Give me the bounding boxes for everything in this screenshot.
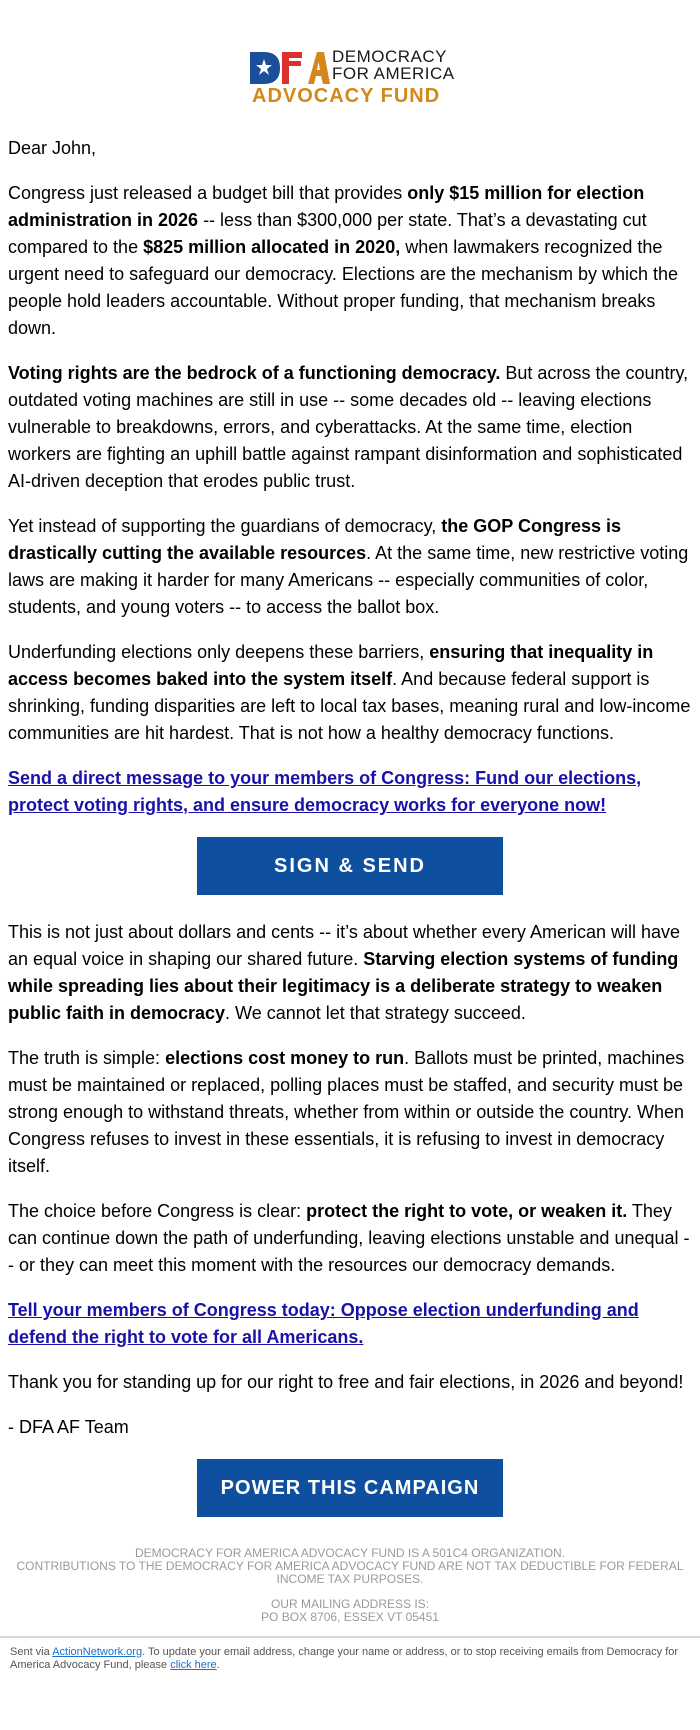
text: when lawmakers recognized the urgent need to safeguard our democracy. Elections are the mechanism by which the people hold leaders accountable. Without proper funding, that mechanism breaks down.: [8, 237, 679, 338]
greeting: Dear John,: [8, 138, 97, 158]
bold-text: only $15 million for election administration in 2026: [8, 183, 645, 230]
thank-you-paragraph: Thank you for standing up for our right to free and fair elections, in 2026 and beyond!: [8, 1372, 684, 1392]
power-campaign-wrap: [8, 1459, 692, 1517]
text: But across the country, outdated voting machines are still in use -- some decades old -- leaving elections vulnerable to breakdowns, errors, and cyberattacks. At the same time, election workers are fighting an uphill battle against rampant disinformation and sophisticated AI-driven deception that erodes public trust.: [8, 363, 689, 491]
text: The truth is simple:: [8, 1048, 166, 1068]
paragraph-5: [8, 919, 692, 1027]
bold-text: elections cost money to run: [165, 1048, 405, 1068]
text: This is not just about dollars and cents -- it’s about whether every American will have an equal voice in shaping our shared future.: [8, 922, 680, 969]
header: [0, 0, 700, 120]
paragraph-7: [8, 1198, 692, 1279]
text: The choice before Congress is clear:: [8, 1201, 307, 1221]
sent-via-footer: [0, 1636, 700, 1682]
logo-line-1: DEMOCRACY: [332, 47, 448, 66]
bold-text: $825 million allocated in 2020,: [143, 237, 401, 257]
footer-line-2: CONTRIBUTIONS TO THE DEMOCRACY FOR AMERICA ADVOCACY FUND ARE NOT TAX DEDUCTIBLE FOR FEDERAL INCOME TAX PURPOSES.: [16, 1559, 684, 1586]
email-body: [0, 135, 700, 1517]
text: . To update your email address, change your name or address, or to stop receiving emails from Democracy for America Advocacy Fund, please: [10, 1646, 679, 1671]
logo-line-2: FOR AMERICA: [332, 64, 455, 83]
footer-org-info: [0, 1547, 700, 1586]
bold-text: Starving election systems of funding while spreading lies about their legitimacy is a deliberate strategy to weaken public faith in democracy: [8, 949, 679, 1023]
footer: [0, 1547, 700, 1624]
text: . Ballots must be printed, machines must be maintained or replaced, polling places must be staffed, and security must be strong enough to withstand threats, whether from within or outside the country. When Congress refuses to invest in these essentials, it is refusing to invest in democracy itself.: [8, 1048, 685, 1176]
footer-address: [0, 1598, 700, 1624]
paragraph-2: [8, 360, 692, 495]
bold-text: protect the right to vote, or weaken it.: [306, 1201, 628, 1221]
bold-text: ensuring that inequality in access becomes baked into the system itself: [8, 642, 654, 689]
send-message-link[interactable]: Send a direct message to your members of Congress: Fund our elections, protect voting rights, and ensure democracy works for everyone now!: [8, 768, 642, 815]
text: Yet instead of supporting the guardians of democracy,: [8, 516, 442, 536]
signoff: - DFA AF Team: [8, 1417, 129, 1437]
cta-link-paragraph-1: [8, 765, 692, 819]
text: . We cannot let that strategy succeed.: [225, 1003, 526, 1023]
power-this-campaign-button[interactable]: POWER THIS CAMPAIGN: [197, 1459, 503, 1517]
text: Congress just released a budget bill that provides: [8, 183, 408, 203]
text: -- less than $300,000 per state. That’s a devastating cut compared to the: [8, 210, 647, 257]
address-value: PO BOX 8706, ESSEX VT 05451: [261, 1610, 439, 1624]
dfa-logo: [250, 47, 455, 107]
paragraph-3: [8, 513, 692, 621]
bold-text: Voting rights are the bedrock of a functioning democracy.: [8, 363, 501, 383]
text: Sent via: [10, 1646, 53, 1658]
cta-link-paragraph-2: [8, 1297, 692, 1351]
click-here-link[interactable]: click here: [170, 1659, 217, 1671]
sign-and-send-button[interactable]: SIGN & SEND: [197, 837, 503, 895]
sign-send-wrap: [8, 837, 692, 895]
action-network-link[interactable]: ActionNetwork.org: [52, 1646, 143, 1658]
address-label: OUR MAILING ADDRESS IS:: [270, 1597, 430, 1611]
text: .: [216, 1659, 220, 1671]
paragraph-6: [8, 1045, 692, 1180]
bold-text: the GOP Congress is drastically cutting the available resources: [8, 516, 621, 563]
text: Underfunding elections only deepens these barriers,: [8, 642, 430, 662]
logo-line-3: ADVOCACY FUND: [252, 85, 441, 107]
text: . At the same time, new restrictive voting laws are making it harder for many Americans -- especially communities of color, students, and young voters -- to access the ballot box.: [8, 543, 689, 617]
dfa-logo-mark-icon: [250, 50, 330, 86]
paragraph-1: [8, 180, 692, 342]
text: . And because federal support is shrinking, funding disparities are left to local tax bases, meaning rural and low-income communities are hit hardest. That is not how a healthy democracy functions.: [8, 669, 691, 743]
text: They can continue down the path of underfunding, leaving elections unstable and unequal -- or they can meet this moment with the resources our democracy demands.: [8, 1201, 690, 1275]
paragraph-4: [8, 639, 692, 747]
tell-congress-link[interactable]: Tell your members of Congress today: Oppose election underfunding and defend the right to vote for all Americans.: [8, 1300, 639, 1347]
footer-line-1: DEMOCRACY FOR AMERICA ADVOCACY FUND IS A 501C4 ORGANIZATION.: [134, 1546, 566, 1560]
